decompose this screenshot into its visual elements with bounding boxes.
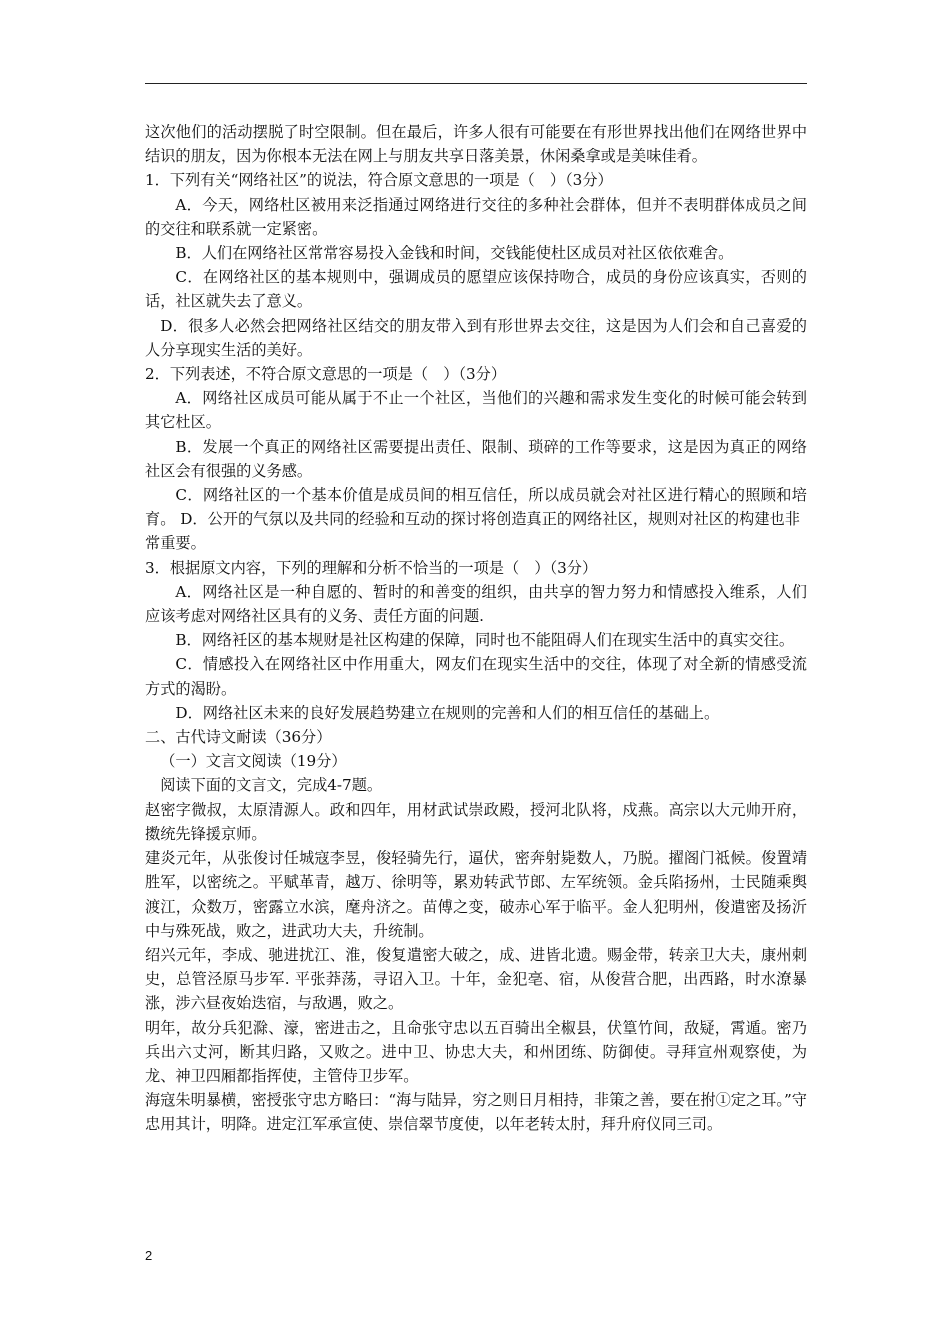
paragraph: A．网络社区成员可能从属于不止一个社区，当他们的兴趣和需求发生变化的时候可能会转到其它杜区。 <box>145 389 807 432</box>
paragraph: A．网络社区是一种自愿的、暂时的和善变的组织，由共享的智力努力和情感投入维系，人们应该考虑对网络社区具有的义务、责任方面的问题. <box>145 582 807 626</box>
paragraph: 这次他们的活动摆脱了时空限制。但在最后，许多人很有可能要在有形世界找出他们在网络世界中结识的朋友，因为你根本无法在网上与朋友共享日落美景，休闲桑拿或是美味佳肴。 <box>145 123 807 166</box>
paragraph: C．网络社区的一个基本价值是成员间的相互信任，所以成员就会对社区进行精心的照顾和培育。 D．公开的气氛以及共同的经验和互动的探讨将创造真正的网络社区，规则对社区的构建也非 <box>145 486 807 529</box>
paragraph: （一）文言文阅读（19分） <box>160 752 347 771</box>
paragraph: B．发展一个真正的网络社区需要提出责任、限制、琐碎的工作等要求，这是因为真正的网络社区会有很强的义务感。 <box>145 437 807 480</box>
paragraph: 阅读下面的文言文，完成4-7题。 <box>160 776 383 795</box>
paragraph: 2．下列表述，不符合原文意思的一项是（ ）（3分） <box>145 365 507 384</box>
paragraph: 二、古代诗文耐读（36分） <box>145 728 332 747</box>
paragraph: D．网络社区未来的良好发展趋势建立在规则的完善和人们的相互信任的基础上。 <box>175 703 720 722</box>
paragraph: 3．根据原文内容，下列的理解和分析不恰当的一项是（ ）（3分） <box>145 558 598 577</box>
paragraph: A．今天，网络杜区被用来泛指通过网络进行交往的多种社会群体，但并不表明群体成员之间的交往和联系就一定紧密。 <box>145 195 807 238</box>
paragraph: C．情感投入在网络社区中作用重大，网友们在现实生活中的交往，体现了对全新的情感受流方式的渴盼。 <box>145 655 807 698</box>
paragraph: 明年，故分兵犯滁、濠，密进击之，且命张守忠以五百骑出全椒县，伏篁竹间，敌疑，霄遁。密乃兵出六丈河，断其归路，又败之。进中卫、协忠大夫，和州团练、防御使。寻拜宣州观察使，为龙、神卫四厢都指挥使，主管侍卫步军。 <box>145 1018 807 1085</box>
page-number: 2 <box>145 1248 153 1263</box>
paragraph: B．人们在网络社区常常容易投入金钱和时间，交钱能使杜区成员对社区依依难舍。 <box>175 244 734 263</box>
paragraph: 绍兴元年，李成、驰进扰江、淮，俊复遣密大破之，成、进皆北遗。赐金带，转亲卫大夫，康州刺史，总管泾原马步军. 平张莽荡，寻诏入卫。十年，金犯亳、宿，从俊营合肥，出西路，时水潦暴涨，涉六昼夜始迭宿，与敌遇，败之。 <box>145 945 807 1013</box>
paragraph: C．在网络社区的基本规则中，强调成员的愿望应该保持吻合，成员的身份应该真实，否则的话，社区就失去了意义。 <box>145 268 807 311</box>
document-body <box>145 120 807 1137</box>
paragraph: 建炎元年，从张俊讨任城寇李昱，俊轻骑先行，逼伏，密奔射毙数人，乃脱。擢阁门祗候。俊置靖胜军，以密统之。平赋革青，越万、徐明等，累劝转武节郎、左军统领。金兵陷扬州，士民随乘舆渡江，众数万，密露立水滨，麾舟济之。苗傅之变，破赤心军于临平。金人犯明州，俊遣密及扬沂中与殊死战，败之，进武功大夫，升统制。 <box>145 849 807 940</box>
paragraph: B．网络衽区的基本规财是社区构建的保障，同时也不能阻碍人们在现实生活中的真实交往。 <box>175 631 795 650</box>
paragraph: 赵密字微叔，太原清源人。政和四年，用材武试崇政殿，授河北队将，戍燕。高宗以大元帅开府，擞统先锋援京师。 <box>145 800 807 843</box>
paragraph: 1．下列有关“网络社区”的说法，符合原文意思的一项是（ ）（3分） <box>145 171 613 190</box>
paragraph: 海寇朱明暴横，密授张守忠方略曰：“海与陆异，穷之则日月相持，非策之善，要在拊①定之耳。”守忠用其计，明降。进定江军承宣使、崇信翠节度使，以年老转太肘，拜升府仪同三司。 <box>145 1091 807 1134</box>
paragraph: D．很多人必然会把网络社区结交的朋友带入到有形世界去交往，这是因为人们会和自己喜爱的人分享现实生活的美好。 <box>145 316 807 359</box>
paragraph: 常重要。 <box>145 534 206 553</box>
header-rule <box>145 83 807 84</box>
